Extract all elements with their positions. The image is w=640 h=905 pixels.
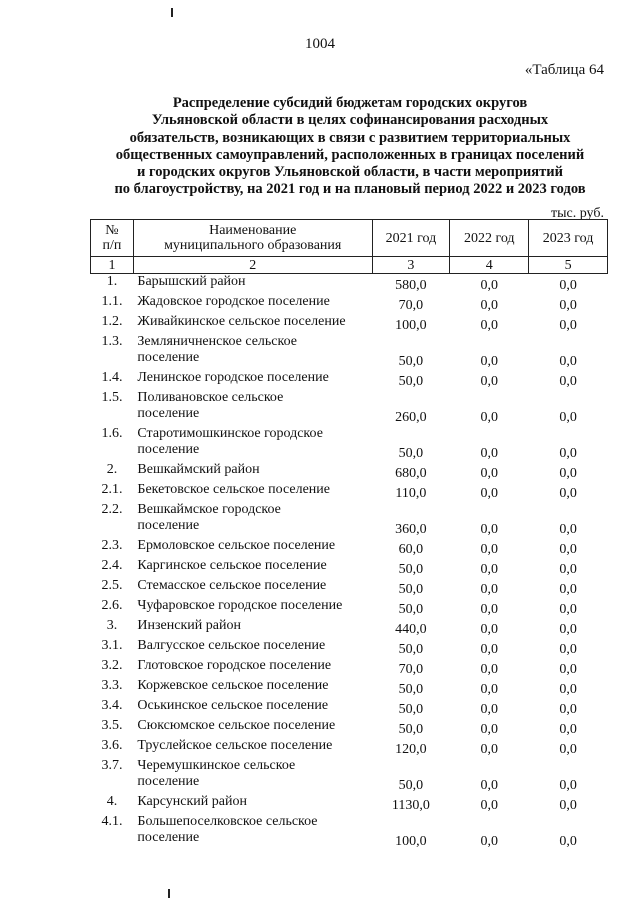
value-2021: 50,0 bbox=[398, 562, 424, 577]
municipality-name-line: Большепоселковское сельское bbox=[137, 814, 318, 829]
row-number: 4.1. bbox=[101, 814, 123, 829]
row-number: 1. bbox=[106, 274, 118, 289]
value-2022: 0,0 bbox=[480, 486, 498, 501]
table-row bbox=[91, 598, 608, 618]
table-row bbox=[91, 698, 608, 718]
value-2023: 0,0 bbox=[559, 542, 577, 557]
scan-mark-bottom bbox=[168, 889, 170, 898]
header-2023: 2023 год bbox=[529, 220, 608, 257]
table-reference: «Таблица 64 bbox=[524, 62, 604, 78]
value-2022: 0,0 bbox=[480, 834, 498, 849]
municipality-name bbox=[133, 638, 372, 658]
row-number: 3. bbox=[106, 618, 118, 633]
title-line: обязательств, возникающих в связи с развитием территориальных bbox=[129, 129, 571, 146]
value-2022: 0,0 bbox=[480, 354, 498, 369]
value-2021: 580,0 bbox=[395, 278, 427, 293]
row-number: 3.6. bbox=[101, 738, 123, 753]
value-2021: 260,0 bbox=[395, 410, 427, 425]
row-number: 3.7. bbox=[101, 758, 123, 773]
row-number: 2.2. bbox=[101, 502, 123, 517]
table-header-row bbox=[91, 220, 608, 257]
municipality-name-line: Труслейское сельское поселение bbox=[137, 738, 333, 753]
municipality-name-line: поселение bbox=[137, 350, 200, 365]
municipality-name-line: Ленинское городское поселение bbox=[137, 370, 329, 385]
row-number: 3.1. bbox=[101, 638, 123, 653]
row-number: 1.6. bbox=[101, 426, 123, 441]
table-row bbox=[91, 718, 608, 738]
page-number: 1004 bbox=[305, 36, 335, 52]
title-line: Ульяновской области в целях софинансирования расходных bbox=[151, 112, 549, 129]
value-2021: 70,0 bbox=[398, 662, 424, 677]
table-row bbox=[91, 678, 608, 698]
table-row bbox=[91, 638, 608, 658]
table-row bbox=[91, 738, 608, 758]
municipality-name bbox=[133, 718, 372, 738]
value-2021: 60,0 bbox=[398, 542, 424, 557]
row-number: 3.4. bbox=[101, 698, 123, 713]
value-2022: 0,0 bbox=[480, 318, 498, 333]
table-row bbox=[91, 390, 608, 426]
title-line: и городских округов Ульяновской области, в части мероприятий bbox=[137, 164, 563, 181]
municipality-name-line: Валгусское сельское поселение bbox=[137, 638, 326, 653]
value-2023: 0,0 bbox=[559, 702, 577, 717]
value-2021: 120,0 bbox=[395, 742, 427, 757]
municipality-name-line: Черемушкинское сельское bbox=[137, 758, 296, 773]
scan-mark-top bbox=[171, 8, 173, 17]
table-row bbox=[91, 294, 608, 314]
unit-label: тыс. руб. bbox=[551, 206, 604, 221]
header-2022: 2022 год bbox=[450, 220, 529, 257]
table-row bbox=[91, 658, 608, 678]
value-2022: 0,0 bbox=[480, 742, 498, 757]
municipality-name bbox=[133, 294, 372, 314]
value-2021: 50,0 bbox=[398, 354, 424, 369]
municipality-name-line: Сюксюмское сельское поселение bbox=[137, 718, 336, 733]
municipality-name-line: Жадовское городское поселение bbox=[137, 294, 330, 309]
municipality-name-line: Вешкаймское городское bbox=[137, 502, 281, 517]
header-name: Наименование муниципального образования bbox=[133, 220, 372, 257]
value-2023: 0,0 bbox=[559, 278, 577, 293]
value-2021: 440,0 bbox=[395, 622, 427, 637]
value-2022: 0,0 bbox=[480, 642, 498, 657]
table-body bbox=[91, 274, 608, 851]
value-2021: 360,0 bbox=[395, 522, 427, 537]
value-2021: 50,0 bbox=[398, 778, 424, 793]
municipality-name bbox=[133, 814, 372, 850]
value-2022: 0,0 bbox=[480, 602, 498, 617]
municipality-name-line: Карсунский район bbox=[137, 794, 247, 809]
value-2023: 0,0 bbox=[559, 318, 577, 333]
table-row bbox=[91, 314, 608, 334]
column-number-row bbox=[91, 257, 608, 274]
municipality-name-line: Глотовское городское поселение bbox=[137, 658, 332, 673]
row-number: 3.3. bbox=[101, 678, 123, 693]
value-2022: 0,0 bbox=[480, 662, 498, 677]
municipality-name-line: Вешкаймский район bbox=[137, 462, 260, 477]
municipality-name-line: Ермоловское сельское поселение bbox=[137, 538, 336, 553]
row-number: 1.1. bbox=[101, 294, 123, 309]
value-2023: 0,0 bbox=[559, 562, 577, 577]
title-line: общественных самоуправлений, расположенных в границах поселений bbox=[115, 146, 585, 163]
value-2021: 100,0 bbox=[395, 834, 427, 849]
municipality-name-line: поселение bbox=[137, 518, 200, 533]
title-line: по благоустройству, на 2021 год и на плановый период 2022 и 2023 годов bbox=[114, 181, 586, 198]
header-num: № п/п bbox=[91, 220, 134, 257]
header-2021: 2021 год bbox=[372, 220, 450, 257]
row-number: 2.6. bbox=[101, 598, 123, 613]
municipality-name-line: поселение bbox=[137, 774, 200, 789]
municipality-name-line: поселение bbox=[137, 442, 200, 457]
row-number: 2.5. bbox=[101, 578, 123, 593]
municipality-name-line: поселение bbox=[137, 830, 200, 845]
value-2022: 0,0 bbox=[480, 778, 498, 793]
municipality-name bbox=[133, 314, 372, 334]
value-2023: 0,0 bbox=[559, 410, 577, 425]
value-2023: 0,0 bbox=[559, 662, 577, 677]
row-number: 1.2. bbox=[101, 314, 123, 329]
row-number: 2.4. bbox=[101, 558, 123, 573]
municipality-name-line: Чуфаровское городское поселение bbox=[137, 598, 343, 613]
value-2021: 100,0 bbox=[395, 318, 427, 333]
row-number: 2. bbox=[106, 462, 118, 477]
row-number: 4. bbox=[106, 794, 118, 809]
value-2023: 0,0 bbox=[559, 466, 577, 481]
value-2021: 50,0 bbox=[398, 722, 424, 737]
table-row bbox=[91, 370, 608, 390]
value-2022: 0,0 bbox=[480, 466, 498, 481]
value-2022: 0,0 bbox=[480, 522, 498, 537]
column-number: 5 bbox=[529, 257, 608, 274]
value-2023: 0,0 bbox=[559, 798, 577, 813]
municipality-name bbox=[133, 658, 372, 678]
row-number: 2.3. bbox=[101, 538, 123, 553]
municipality-name-line: Барышский район bbox=[137, 274, 246, 289]
table-row bbox=[91, 426, 608, 462]
municipality-name-line: Поливановское сельское bbox=[137, 390, 284, 405]
value-2023: 0,0 bbox=[559, 834, 577, 849]
municipality-name bbox=[133, 274, 372, 295]
table-row bbox=[91, 538, 608, 558]
row-number: 3.5. bbox=[101, 718, 123, 733]
value-2021: 50,0 bbox=[398, 642, 424, 657]
table-row bbox=[91, 334, 608, 370]
value-2023: 0,0 bbox=[559, 446, 577, 461]
value-2021: 50,0 bbox=[398, 682, 424, 697]
municipality-name bbox=[133, 538, 372, 558]
municipality-name bbox=[133, 558, 372, 578]
value-2021: 50,0 bbox=[398, 702, 424, 717]
value-2021: 50,0 bbox=[398, 446, 424, 461]
municipality-name bbox=[133, 738, 372, 758]
table-row bbox=[91, 578, 608, 598]
municipality-name-line: Земляничненское сельское bbox=[137, 334, 297, 349]
municipality-name bbox=[133, 598, 372, 618]
value-2022: 0,0 bbox=[480, 298, 498, 313]
table-row bbox=[91, 758, 608, 794]
municipality-name bbox=[133, 758, 372, 794]
value-2022: 0,0 bbox=[480, 542, 498, 557]
value-2021: 110,0 bbox=[395, 486, 427, 501]
municipality-name-line: Бекетовское сельское поселение bbox=[137, 482, 330, 497]
municipality-name bbox=[133, 618, 372, 638]
row-number: 1.4. bbox=[101, 370, 123, 385]
municipality-name bbox=[133, 482, 372, 502]
municipality-name bbox=[133, 390, 372, 426]
value-2022: 0,0 bbox=[480, 722, 498, 737]
municipality-name bbox=[133, 426, 372, 462]
value-2023: 0,0 bbox=[559, 486, 577, 501]
value-2023: 0,0 bbox=[559, 778, 577, 793]
value-2022: 0,0 bbox=[480, 682, 498, 697]
municipality-name-line: Инзенский район bbox=[137, 618, 241, 633]
municipality-name-line: Старотимошкинское городское bbox=[137, 426, 323, 441]
table-row bbox=[91, 274, 608, 295]
table-row bbox=[91, 794, 608, 814]
value-2021: 1130,0 bbox=[391, 798, 430, 813]
municipality-name-line: поселение bbox=[137, 406, 200, 421]
value-2023: 0,0 bbox=[559, 622, 577, 637]
municipality-name bbox=[133, 502, 372, 538]
row-number: 1.3. bbox=[101, 334, 123, 349]
subsidy-table bbox=[90, 219, 608, 850]
value-2022: 0,0 bbox=[480, 446, 498, 461]
municipality-name-line: Каргинское сельское поселение bbox=[137, 558, 327, 573]
table-row bbox=[91, 462, 608, 482]
value-2022: 0,0 bbox=[480, 374, 498, 389]
municipality-name bbox=[133, 370, 372, 390]
value-2023: 0,0 bbox=[559, 582, 577, 597]
municipality-name bbox=[133, 578, 372, 598]
value-2022: 0,0 bbox=[480, 582, 498, 597]
column-number: 4 bbox=[450, 257, 529, 274]
value-2022: 0,0 bbox=[480, 278, 498, 293]
value-2021: 50,0 bbox=[398, 582, 424, 597]
value-2022: 0,0 bbox=[480, 562, 498, 577]
value-2022: 0,0 bbox=[480, 622, 498, 637]
value-2023: 0,0 bbox=[559, 522, 577, 537]
column-number: 3 bbox=[372, 257, 450, 274]
value-2021: 680,0 bbox=[395, 466, 427, 481]
value-2023: 0,0 bbox=[559, 682, 577, 697]
value-2022: 0,0 bbox=[480, 798, 498, 813]
value-2023: 0,0 bbox=[559, 374, 577, 389]
row-number: 1.5. bbox=[101, 390, 123, 405]
municipality-name-line: Коржевское сельское поселение bbox=[137, 678, 329, 693]
value-2023: 0,0 bbox=[559, 602, 577, 617]
municipality-name-line: Оськинское сельское поселение bbox=[137, 698, 329, 713]
value-2022: 0,0 bbox=[480, 702, 498, 717]
municipality-name bbox=[133, 698, 372, 718]
value-2023: 0,0 bbox=[559, 742, 577, 757]
value-2022: 0,0 bbox=[480, 410, 498, 425]
column-number: 1 bbox=[91, 257, 134, 274]
value-2023: 0,0 bbox=[559, 642, 577, 657]
table-row bbox=[91, 482, 608, 502]
value-2023: 0,0 bbox=[559, 298, 577, 313]
column-number: 2 bbox=[133, 257, 372, 274]
municipality-name bbox=[133, 794, 372, 814]
table-row bbox=[91, 502, 608, 538]
row-number: 2.1. bbox=[101, 482, 123, 497]
municipality-name-line: Живайкинское сельское поселение bbox=[137, 314, 346, 329]
title-line: Распределение субсидий бюджетам городских округов bbox=[172, 95, 528, 111]
table-row bbox=[91, 558, 608, 578]
value-2023: 0,0 bbox=[559, 722, 577, 737]
value-2021: 50,0 bbox=[398, 374, 424, 389]
municipality-name-line: Стемасское сельское поселение bbox=[137, 578, 327, 593]
table-row bbox=[91, 814, 608, 850]
value-2023: 0,0 bbox=[559, 354, 577, 369]
municipality-name bbox=[133, 334, 372, 370]
document-title bbox=[90, 95, 610, 199]
table-row bbox=[91, 618, 608, 638]
municipality-name bbox=[133, 678, 372, 698]
municipality-name bbox=[133, 462, 372, 482]
row-number: 3.2. bbox=[101, 658, 123, 673]
value-2021: 70,0 bbox=[398, 298, 424, 313]
value-2021: 50,0 bbox=[398, 602, 424, 617]
